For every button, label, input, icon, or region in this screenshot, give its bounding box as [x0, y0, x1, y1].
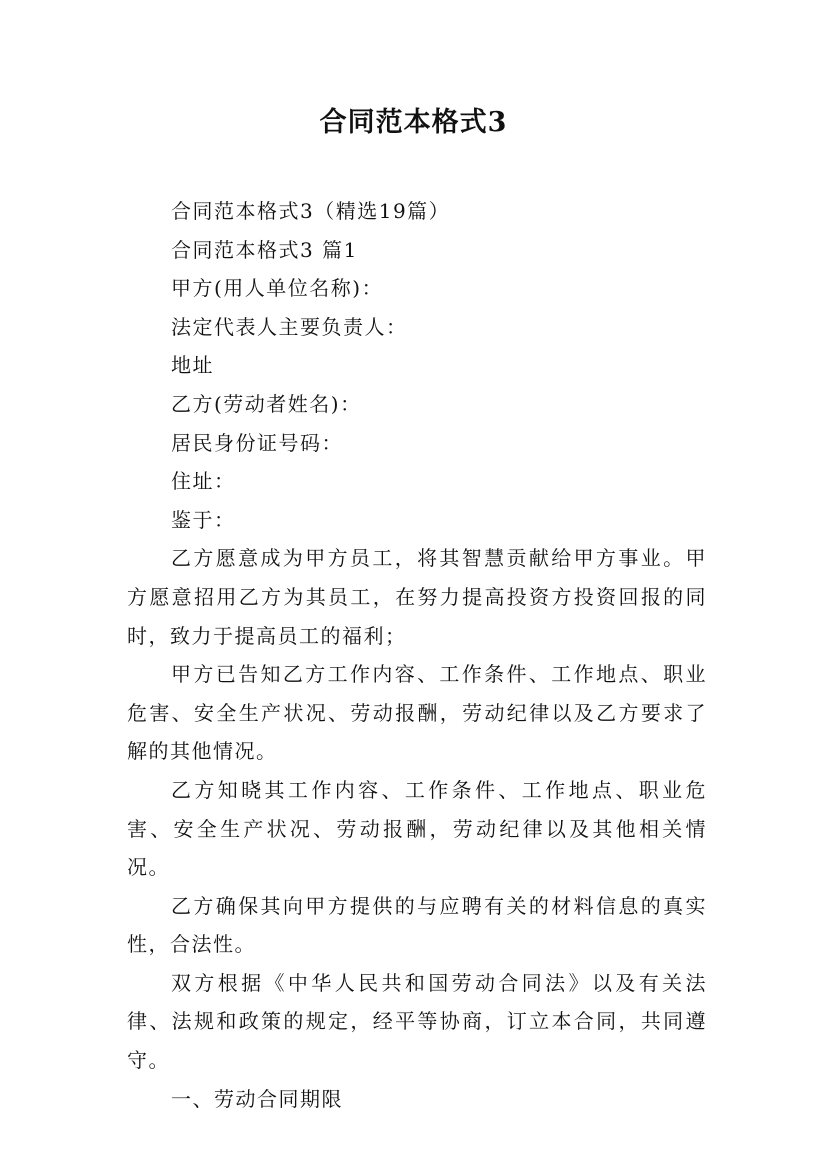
party-a-line: 甲方(用人单位名称)：: [171, 276, 384, 301]
intro-line: 合同范本格式3（精选19篇）: [171, 199, 451, 223]
whereas-line: 鉴于：: [171, 507, 236, 532]
article-heading: 合同范本格式3 篇1: [171, 237, 358, 262]
party-a-address-line: 地址: [171, 353, 214, 378]
section-heading-1: 一、劳动合同期限: [171, 1086, 343, 1111]
paragraph-1: 乙方愿意成为甲方员工，将其智慧贡献给甲方事业。甲方愿意招用乙方为其员工，在努力提高投资方投资回报的同时，致力于提高员工的福利；: [127, 546, 707, 648]
paragraph-5: 双方根据《中华人民共和国劳动合同法》以及有关法律、法规和政策的规定，经平等协商，订立本合同，共同遵守。: [127, 970, 707, 1073]
document-title: 合同范本格式3: [319, 107, 508, 138]
id-number-line: 居民身份证号码：: [171, 430, 343, 455]
legal-representative-line: 法定代表人主要负责人：: [171, 314, 408, 339]
party-b-address-line: 住址：: [171, 469, 236, 494]
party-b-line: 乙方(劳动者姓名)：: [171, 391, 362, 416]
paragraph-3: 乙方知晓其工作内容、工作条件、工作地点、职业危害、安全生产状况、劳动报酬，劳动纪律以及其他相关情况。: [127, 777, 707, 880]
paragraph-4: 乙方确保其向甲方提供的与应聘有关的材料信息的真实性，合法性。: [127, 893, 707, 957]
document-body: [127, 192, 707, 1118]
paragraph-2: 甲方已告知乙方工作内容、工作条件、工作地点、职业危害、安全生产状况、劳动报酬，劳动纪律以及乙方要求了解的其他情况。: [127, 662, 707, 764]
